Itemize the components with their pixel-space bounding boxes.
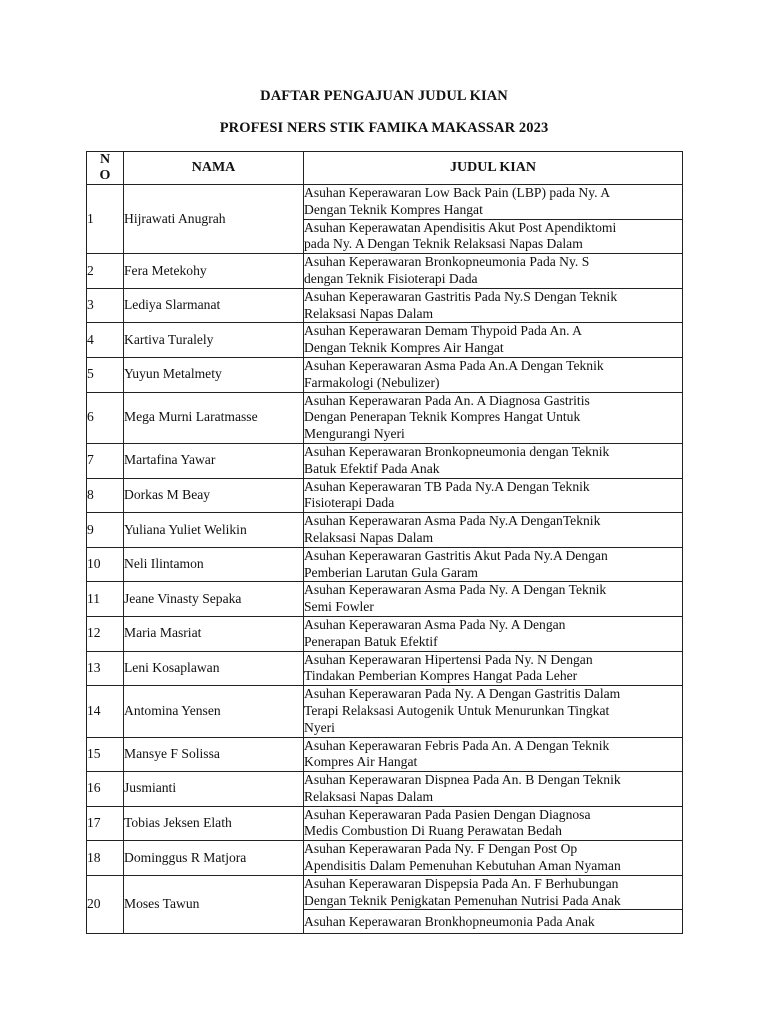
cell-judul <box>304 910 683 934</box>
table-row <box>87 323 683 358</box>
judul-line: Asuhan Keperawaran Asma Pada Ny. A Dengan <box>304 616 566 632</box>
table-row <box>87 254 683 289</box>
document-subtitle: PROFESI NERS STIK FAMIKA MAKASSAR 2023 <box>219 120 549 136</box>
cell-judul <box>304 737 683 772</box>
cell-no: 18 <box>87 841 124 876</box>
cell-judul <box>304 357 683 392</box>
table-row <box>87 616 683 651</box>
judul-line: Asuhan Keperawaran Asma Pada Ny.A DenganTeknik <box>304 513 601 529</box>
cell-judul <box>304 875 683 910</box>
judul-line: Kompres Air Hangat <box>304 754 418 770</box>
cell-nama: Yuliana Yuliet Welikin <box>124 513 304 548</box>
cell-nama: Jeane Vinasty Sepaka <box>124 582 304 617</box>
judul-line: Asuhan Keperawaran TB Pada Ny.A Dengan Teknik <box>304 478 590 494</box>
cell-nama: Martafina Yawar <box>124 443 304 478</box>
judul-line: Dengan Teknik Kompres Hangat <box>304 201 483 217</box>
cell-no: 12 <box>87 616 124 651</box>
cell-no: 4 <box>87 323 124 358</box>
judul-line: Asuhan Keperawaran Asma Pada An.A Dengan Teknik <box>304 357 604 373</box>
judul-line: Mengurangi Nyeri <box>304 426 405 442</box>
judul-line: Asuhan Keperawaran Pada Pasien Dengan Diagnosa <box>304 806 591 822</box>
judul-line: Terapi Relaksasi Autogenik Untuk Menurunkan Tingkat <box>304 702 610 718</box>
cell-nama: Lediya Slarmanat <box>124 288 304 323</box>
cell-judul <box>304 443 683 478</box>
table-row <box>87 288 683 323</box>
cell-no: 8 <box>87 478 124 513</box>
cell-no: 11 <box>87 582 124 617</box>
judul-line: Asuhan Keperawatan Apendisitis Akut Post Apendiktomi <box>304 219 617 235</box>
table-body <box>87 185 683 934</box>
judul-line: Relaksasi Napas Dalam <box>304 529 434 545</box>
judul-line: Semi Fowler <box>304 599 374 615</box>
judul-line: Asuhan Keperawaran Pada An. A Diagnosa Gastritis <box>304 392 590 408</box>
cell-judul <box>304 772 683 807</box>
judul-line: Asuhan Keperawaran Demam Thypoid Pada An. A <box>304 323 582 339</box>
cell-nama: Hijrawati Anugrah <box>124 185 304 254</box>
cell-judul <box>304 651 683 686</box>
judul-line: Asuhan Keperawaran Gastritis Pada Ny.S Dengan Teknik <box>304 288 618 304</box>
judul-line: Asuhan Keperawaran Pada Ny. F Dengan Post Op <box>304 841 578 857</box>
cell-judul <box>304 254 683 289</box>
judul-line: Relaksasi Napas Dalam <box>304 305 434 321</box>
table-row <box>87 841 683 876</box>
header-no-line1: N <box>99 152 111 167</box>
judul-line: Asuhan Keperawaran Bronkopneumonia dengan Teknik <box>304 443 610 459</box>
table-row <box>87 737 683 772</box>
cell-no: 9 <box>87 513 124 548</box>
table-row <box>87 875 683 910</box>
table-row <box>87 651 683 686</box>
judul-line: Dengan Teknik Penigkatan Pemenuhan Nutrisi Pada Anak <box>304 892 621 908</box>
judul-line: Tindakan Pemberian Kompres Hangat Pada Leher <box>304 668 578 684</box>
cell-judul <box>304 478 683 513</box>
cell-judul <box>304 219 683 254</box>
cell-judul <box>304 686 683 737</box>
cell-judul <box>304 806 683 841</box>
cell-no: 5 <box>87 357 124 392</box>
cell-nama: Kartiva Turalely <box>124 323 304 358</box>
judul-line: Asuhan Keperawaran Dispnea Pada An. B Dengan Teknik <box>304 772 621 788</box>
cell-nama: Maria Masriat <box>124 616 304 651</box>
document-title: DAFTAR PENGAJUAN JUDUL KIAN <box>260 88 508 104</box>
cell-nama: Jusmianti <box>124 772 304 807</box>
table-row <box>87 478 683 513</box>
cell-no: 2 <box>87 254 124 289</box>
cell-nama: Antomina Yensen <box>124 686 304 737</box>
table-row <box>87 806 683 841</box>
judul-line: Asuhan Keperawaran Bronkopneumonia Pada Ny. S <box>304 254 590 270</box>
cell-judul <box>304 547 683 582</box>
judul-line: Asuhan Keperawaran Low Back Pain (LBP) pada Ny. A <box>304 185 611 200</box>
cell-no: 15 <box>87 737 124 772</box>
judul-line: Dengan Teknik Kompres Air Hangat <box>304 340 504 356</box>
table-row <box>87 772 683 807</box>
table-row <box>87 547 683 582</box>
cell-nama: Dominggus R Matjora <box>124 841 304 876</box>
judul-line: Medis Combustion Di Ruang Perawatan Bedah <box>304 823 562 839</box>
judul-line: Asuhan Keperawaran Asma Pada Ny. A Dengan Teknik <box>304 582 607 598</box>
kian-table <box>86 151 683 934</box>
cell-judul <box>304 841 683 876</box>
cell-no: 17 <box>87 806 124 841</box>
judul-line: Asuhan Keperawaran Febris Pada An. A Dengan Teknik <box>304 737 610 753</box>
cell-judul <box>304 323 683 358</box>
cell-no: 1 <box>87 185 124 254</box>
cell-judul <box>304 582 683 617</box>
table-row <box>87 357 683 392</box>
cell-no: 13 <box>87 651 124 686</box>
cell-judul <box>304 616 683 651</box>
judul-line: dengan Teknik Fisioterapi Dada <box>304 270 478 286</box>
cell-nama: Leni Kosaplawan <box>124 651 304 686</box>
table-header-row <box>87 152 683 185</box>
cell-no: 6 <box>87 392 124 443</box>
judul-line: Batuk Efektif Pada Anak <box>304 460 440 476</box>
judul-line: Pemberian Larutan Gula Garam <box>304 564 479 580</box>
cell-judul <box>304 288 683 323</box>
cell-nama: Fera Metekohy <box>124 254 304 289</box>
judul-line: Penerapan Batuk Efektif <box>304 633 438 649</box>
cell-nama: Dorkas M Beay <box>124 478 304 513</box>
judul-line: Asuhan Keperawaran Gastritis Akut Pada Ny.A Dengan <box>304 547 608 563</box>
cell-judul <box>304 392 683 443</box>
cell-no: 3 <box>87 288 124 323</box>
judul-line: Relaksasi Napas Dalam <box>304 788 434 804</box>
header-judul: JUDUL KIAN <box>304 152 683 185</box>
cell-nama: Yuyun Metalmety <box>124 357 304 392</box>
cell-no: 20 <box>87 875 124 934</box>
cell-no: 14 <box>87 686 124 737</box>
judul-line: Fisioterapi Dada <box>304 495 395 511</box>
cell-no: 10 <box>87 547 124 582</box>
table-row <box>87 686 683 737</box>
judul-line: Dengan Penerapan Teknik Kompres Hangat Untuk <box>304 409 581 425</box>
judul-line: Nyeri <box>304 719 335 735</box>
cell-nama: Mega Murni Laratmasse <box>124 392 304 443</box>
cell-judul <box>304 185 683 220</box>
table-row <box>87 513 683 548</box>
cell-nama: Tobias Jeksen Elath <box>124 806 304 841</box>
header-no-line2: O <box>99 168 111 183</box>
header-no <box>87 152 124 185</box>
table-row <box>87 185 683 220</box>
table-row <box>87 392 683 443</box>
judul-line: Apendisitis Dalam Pemenuhan Kebutuhan Aman Nyaman <box>304 858 621 874</box>
table-row <box>87 582 683 617</box>
judul-line: Asuhan Keperawaran Dispepsia Pada An. F Berhubungan <box>304 875 619 891</box>
judul-line: Asuhan Keperawaran Pada Ny. A Dengan Gastritis Dalam <box>304 686 621 702</box>
judul-line: pada Ny. A Dengan Teknik Relaksasi Napas Dalam <box>304 236 583 252</box>
cell-no: 16 <box>87 772 124 807</box>
cell-no: 7 <box>87 443 124 478</box>
cell-nama: Mansye F Solissa <box>124 737 304 772</box>
cell-judul <box>304 513 683 548</box>
judul-line: Asuhan Keperawaran Bronkhopneumonia Pada Anak <box>304 913 595 929</box>
table-row <box>87 443 683 478</box>
judul-line: Farmakologi (Nebulizer) <box>304 374 440 390</box>
cell-nama: Neli Ilintamon <box>124 547 304 582</box>
judul-line: Asuhan Keperawaran Hipertensi Pada Ny. N Dengan <box>304 651 593 667</box>
header-nama: NAMA <box>124 152 304 185</box>
cell-nama: Moses Tawun <box>124 875 304 934</box>
